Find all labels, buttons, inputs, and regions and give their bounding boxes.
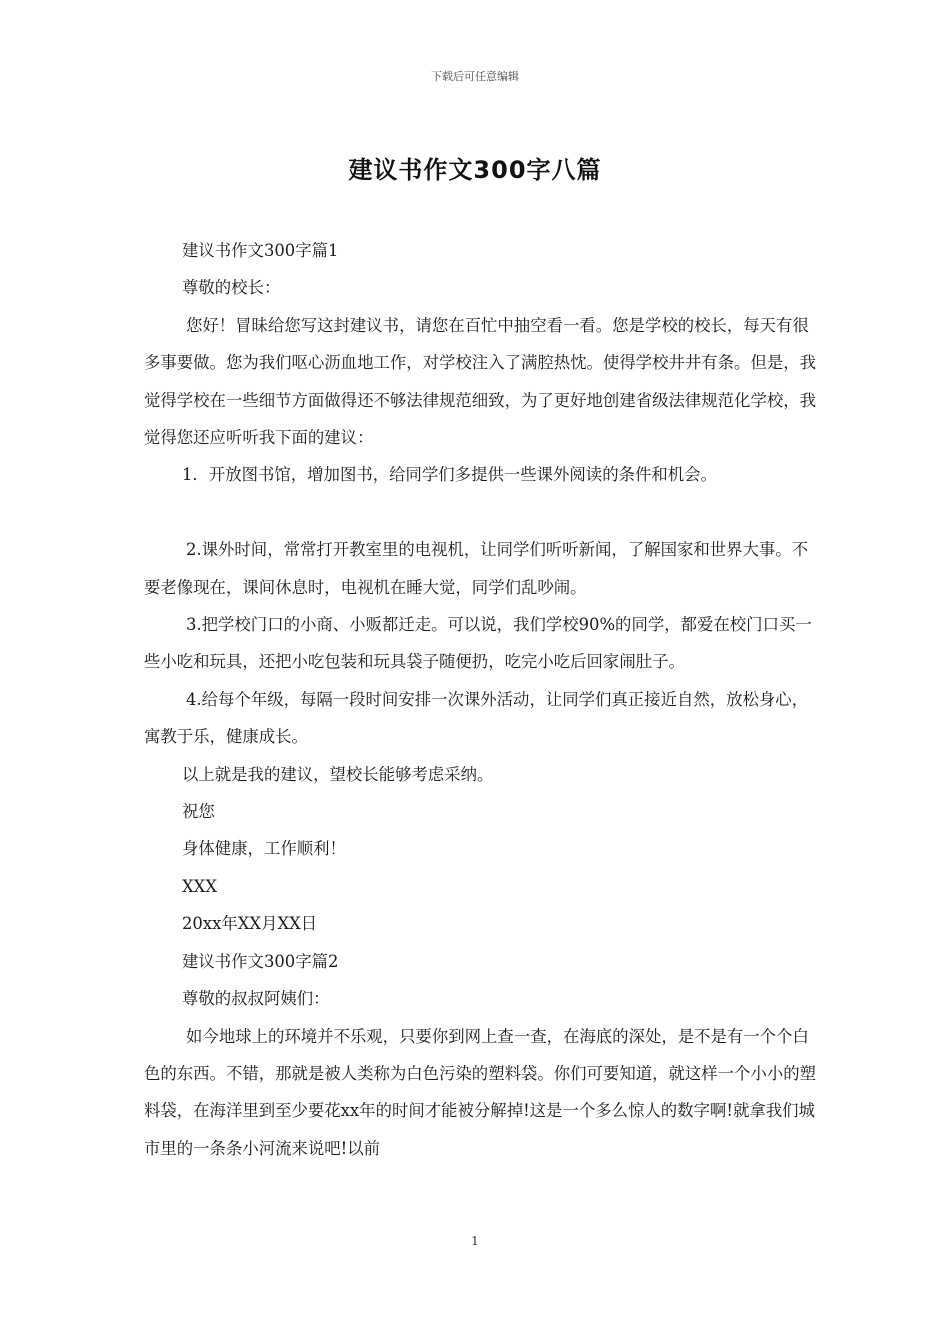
page-number: 1 (471, 1234, 479, 1248)
closing-remark: 以上就是我的建议，望校长能够考虑采纳。 (182, 764, 494, 784)
header-note: 下载后可任意编辑 (431, 70, 519, 83)
paragraph-environment: 如今地球上的环境并不乐观，只要你到网上查一查，在海底的深处，是不是有一个个白色的东西。不错，那就是被人类称为白色污染的塑料袋。你们可要知道，就这样一个小小的塑料袋，在海洋里到至少要花xx年的时间才能被分解掉!这是一个多么惊人的数字啊!就拿我们城市里的一条条小河流来说吧!以前 (144, 1026, 817, 1158)
signature: XXX (182, 876, 218, 896)
suggestion-4: 4.给每个年级，每隔一段时间安排一次课外活动，让同学们真正接近自然，放松身心，寓教于乐，健康成长。 (144, 689, 809, 747)
suggestion-2: 2.课外时间，常常打开教室里的电视机，让同学们听听新闻，了解国家和世界大事。不要老像现在，课间休息时，电视机在睡大觉，同学们乱吵闹。 (144, 540, 809, 597)
closing-blessing: 身体健康，工作顺利！ (182, 839, 346, 859)
suggestion-3: 3.把学校门口的小商、小贩都迁走。可以说，我们学校90%的同学，都爱在校门口买一些小吃和玩具，还把小吃包装和玩具袋子随便扔，吃完小吃后回家闹肚子。 (144, 615, 812, 672)
salutation-2: 尊敬的叔叔阿姨们： (182, 989, 330, 1009)
section-heading-1: 建议书作文300字篇1 (182, 241, 339, 260)
closing-wish: 祝您 (182, 802, 215, 822)
salutation-1: 尊敬的校长： (182, 278, 281, 298)
blank-line (144, 494, 820, 531)
paragraph-intro: 您好！冒昧给您写这封建议书，请您在百忙中抽空看一看。您是学校的校长，每天有很多事要做。您为我们呕心沥血地工作，对学校注入了满腔热忱。使得学校井井有条。但是，我觉得学校在一些细节方面做得还不够法律规范细致，为了更好地创建省级法律规范化学校，我觉得您还应听听我下面的建议： (144, 315, 817, 448)
suggestion-1: 1．开放图书馆，增加图书，给同学们多提供一些课外阅读的条件和机会。 (182, 465, 717, 485)
document-title: 建议书作文300字八篇 (348, 156, 602, 184)
section-heading-2: 建议书作文300字篇2 (182, 951, 339, 971)
date-line: 20xx年XX月XX日 (182, 914, 318, 934)
document-body (144, 232, 820, 1167)
